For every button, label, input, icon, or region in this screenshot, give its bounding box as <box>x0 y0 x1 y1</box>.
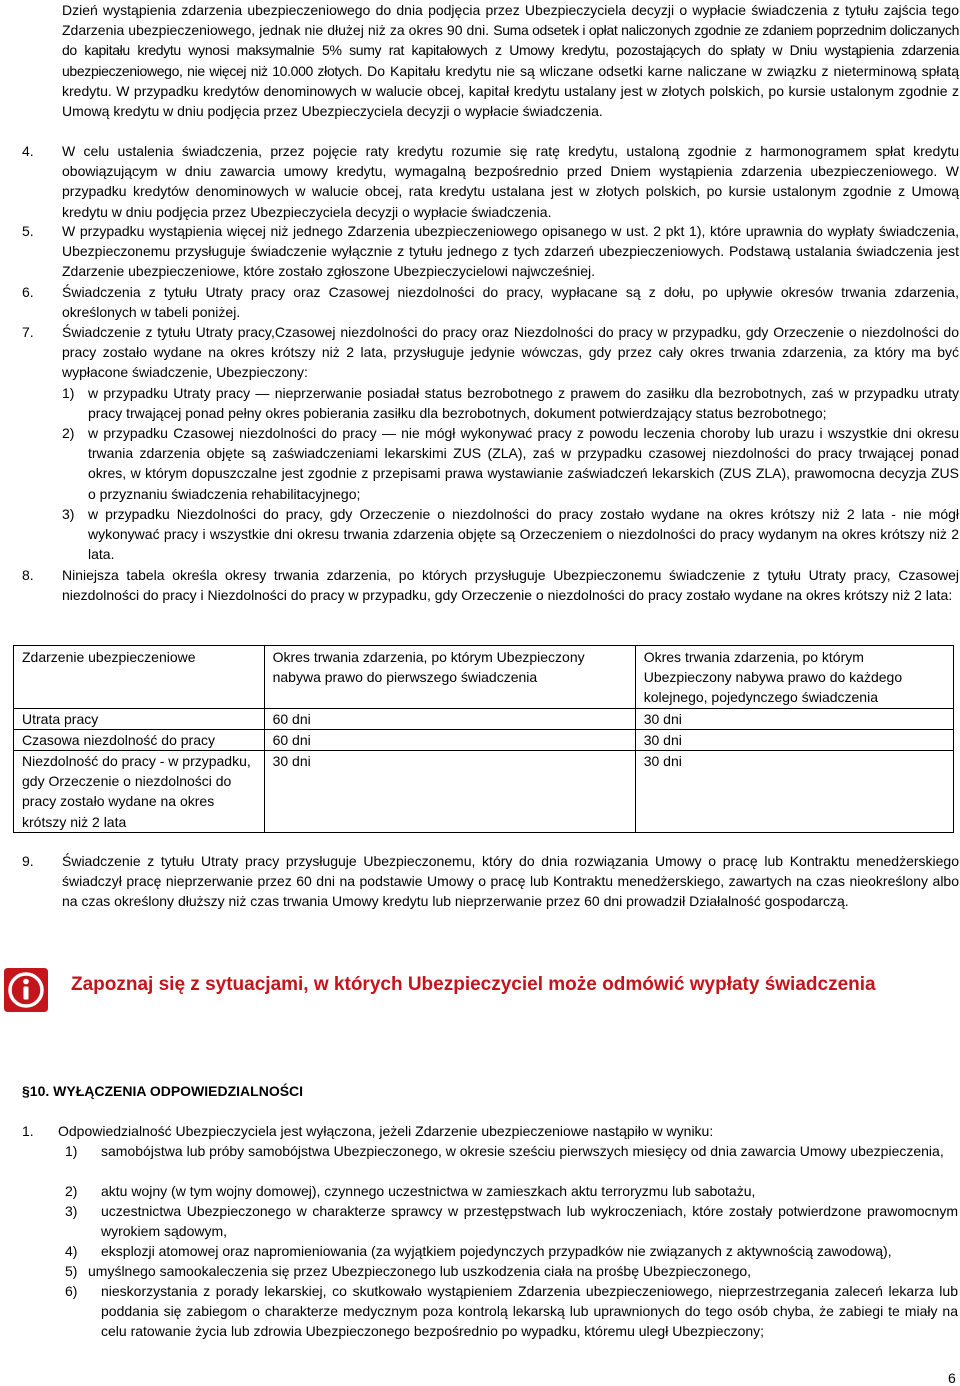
section-10-sub-4-text: eksplozji atomowej oraz napromieniowania (za wyjątkiem pojedynczych przypadków nie związanych z aktywnością zawodową), <box>101 1243 892 1259</box>
item-5-number: 5. <box>22 223 34 239</box>
section-10-sub-2-text: aktu wojny (w tym wojny domowej), czynnego uczestnictwa w zamieszkach aktu terroryzmu lub sabotażu, <box>101 1183 756 1199</box>
table-row <box>14 751 954 833</box>
intro-part1: Dzień wystąpienia zdarzenia ubezpieczeniowego do dnia podjęcia przez Ubezpieczyciela decyzji o wypłacie świadczenia z tytułu zajścia tego Zdarzenia ubezpieczeniowego, jednak nie dłużej niż za okres 90 dni. <box>62 2 959 39</box>
section-10-sub-5-number: 5) <box>65 1263 78 1279</box>
item-4-text <box>62 141 959 222</box>
table-cell: 60 dni <box>264 708 635 729</box>
item-5-text: W przypadku wystąpienia więcej niż jednego Zdarzenia ubezpieczeniowego opisanego w ust. 2 pkt 1), które uprawnia do wypłaty świadczenia, Ubezpieczonemu przysługuje świadczenie wyłącznie z tytułu jednego z tych zdarzeń ubezpieczeniowych. Podstawą ustalania świadczenia jest Zdarzenie ubezpieczeniowe, które zostało zgłoszone Ubezpieczycielowi najwcześniej. <box>62 223 959 280</box>
item-6-number: 6. <box>22 284 34 300</box>
section-10-sub-1-number: 1) <box>65 1143 78 1159</box>
item-8-number: 8. <box>22 567 34 583</box>
item-7-text: Świadczenie z tytułu Utraty pracy,Czasowej niezdolności do pracy oraz Niezdolności do pracy w przypadku, gdy Orzeczenie o niezdolności do pracy zostało wydane na okres krótszy niż 2 lata, przysługuje jedynie wówczas, gdy przez cały okres trwania zdarzenia, za który ma być wypłacone świadczenie, Ubezpieczony: <box>62 324 959 381</box>
item-7-sub-2-text: w przypadku Czasowej niezdolności do pracy — nie mógł wykonywać pracy z powodu leczenia choroby lub urazu i wszystkie dni okresu trwania zdarzenia objęte są zaświadczeniami lekarskimi ZUS (ZLA), zaś w przypadku czasowej niezdolności do pracy trwającej ponad okres, w którym dopuszczalne jest zgodnie z przepisami prawa wystawianie zaświadczeń lekarskich (ZUS ZLA), prawomocna decyzja ZUS o przyznaniu świadczenia rehabilitacyjnego; <box>88 425 959 502</box>
intro-paragraph <box>62 0 959 121</box>
section-10-sub-3-number: 3) <box>65 1203 78 1219</box>
section-10-sub-5-text: umyślnego samookaleczenia się przez Ubezpieczonego lub uszkodzenia ciała na prośbę Ubezpieczonego, <box>88 1263 752 1279</box>
page-number: 6 <box>948 1370 956 1386</box>
item-7-sub-3-text: w przypadku Niezdolności do pracy, gdy Orzeczenie o niezdolności do pracy zostało wydane na okres krótszy niż 2 lata - nie mógł wykonywać pracy i wszystkie dni okresu trwania zdarzenia objęte są Orzeczeniem o niezdolności do pracy wydanym na okres krótszy niż 2 lata. <box>88 506 959 563</box>
benefit-periods-table <box>13 645 954 833</box>
table-cell: 60 dni <box>264 729 635 750</box>
section-10-sub-6-text: nieskorzystania z porady lekarskiej, co skutkowało wystąpieniem Zdarzenia ubezpieczeniowego, nieprzestrzegania zaleceń lekarza lub poddania się zabiegom o charakterze medycznym poza kontrolą lekarską lub uprawnionych do tego osób chyba, że zabiegi te miały na celu ratowanie życia lub zdrowia Ubezpieczonego bezpośrednio po wypadku, któremu uległ Ubezpieczony; <box>101 1283 958 1340</box>
item-4-text2: W przypadku kredytów denominowych w walucie obcej, rata kredytu ustalana jest w złotych polskich, po kursie ustalonym zgodnie z Umową kredytu w dniu podjęcia przez Ubezpieczyciela decyzji o wypłacie świadczenia. <box>62 163 959 220</box>
intro-part4: W przypadku kredytów denominowych w walucie obcej, kapitał kredytu ustalany jest w złotych polskich, po kursie ustalonym zgodnie z Umową kredytu w dniu podjęcia przez Ubezpieczyciela decyzji o wypłacie świadczenia. <box>62 82 959 120</box>
section-10-sub-4-number: 4) <box>65 1243 78 1259</box>
table-header-cell: Okres trwania zdarzenia, po którym Ubezpieczony nabywa prawo do pierwszego świadczenia <box>264 646 635 709</box>
item-7-sub-1-text: w przypadku Utraty pracy — nieprzerwanie posiadał status bezrobotnego z prawem do zasiłku dla bezrobotnych, zaś w przypadku utraty pracy trwającej ponad pełny okres pobierania zasiłku dla bezrobotnych, dokument potwierdzający status bezrobotnego; <box>88 385 959 422</box>
item-8-text: Niniejsza tabela określa okresy trwania zdarzenia, po których przysługuje Ubezpieczonemu świadczenie z tytułu Utraty pracy, Czasowej niezdolności do pracy i Niezdolności do pracy w przypadku, gdy Orzeczenie o niezdolności do pracy zostało wydane na okres krótszy niż 2 lata: <box>62 567 959 604</box>
table-cell: 30 dni <box>635 708 953 729</box>
table-cell: Czasowa niezdolność do pracy <box>14 729 265 750</box>
section-10-sub-6-number: 6) <box>65 1283 78 1299</box>
table-cell: 30 dni <box>635 751 953 833</box>
item-6-text: Świadczenia z tytułu Utraty pracy oraz Czasowej niezdolności do pracy, wypłacane są z dołu, po upływie okresów trwania zdarzenia, określonych w tabeli poniżej. <box>62 284 959 321</box>
item-7-sub-1-number: 1) <box>62 385 75 401</box>
section-10-sub-1-text: samobójstwa lub próby samobójstwa Ubezpieczonego, w okresie sześciu pierwszych miesięcy od dnia zawarcia Umowy ubezpieczenia, <box>101 1143 944 1159</box>
item-9-text: Świadczenie z tytułu Utraty pracy przysługuje Ubezpieczonemu, który do dnia rozwiązania Umowy o pracę lub Kontraktu menedżerskiego świadczył pracę nieprzerwanie przez 60 dni na podstawie Umowy o pracę lub Kontraktu menedżerskiego, zawartych na czas nieokreślony albo na czas określony dłuższy niż czas trwania Umowy kredytu lub nieprzerwanie przez 60 dni prowadził Działalność gospodarczą. <box>62 853 959 910</box>
intro-part2: Suma odsetek i opłat naliczonych zgodnie ze zdaniem poprzednim doliczanych do kapitału kredytu wynosi maksymalnie 5% sumy rat kapitałowych z Umowy kredytu, pozostających do spłaty w Dniu wystąpienia zdarzenia ubezpieczeniowego, nie więcej niż 10.000 złotych. <box>62 22 960 79</box>
table-header-cell: Zdarzenie ubezpieczeniowe <box>14 646 265 709</box>
table-header-row <box>14 646 954 709</box>
section-10-title: §10. WYŁĄCZENIA ODPOWIEDZIALNOŚCI <box>22 1083 304 1099</box>
table-row <box>14 708 954 729</box>
table-cell: Utrata pracy <box>14 708 265 729</box>
item-4-number: 4. <box>22 143 34 159</box>
table-cell: 30 dni <box>264 751 635 833</box>
warning-link-text[interactable]: Zapoznaj się z sytuacjami, w których Ubezpieczyciel może odmówić wypłaty świadczenia <box>71 974 876 995</box>
info-warning-icon <box>4 968 48 1012</box>
item-7-sub-2-number: 2) <box>62 425 75 441</box>
item-7-number: 7. <box>22 324 34 340</box>
table-header-cell: Okres trwania zdarzenia, po którym Ubezpieczony nabywa prawo do każdego kolejnego, pojedynczego świadczenia <box>635 646 953 709</box>
item-4-text1: W celu ustalenia świadczenia, przez pojęcie raty kredytu rozumie się ratę kredytu, ustaloną zgodnie z harmonogramem spłat kredytu obowiązującym w dniu zawarcia umowy kredytu, wymagalną bezpośrednio przed Dniem wystąpienia zdarzenia ubezpieczeniowego. <box>62 143 959 180</box>
intro-part3: Do Kapitału kredytu nie są wliczane odsetki karne naliczane w związku z nieterminową spłatą kredytu. <box>62 62 960 99</box>
table-row <box>14 729 954 750</box>
table-cell: 30 dni <box>635 729 953 750</box>
section-10-item-1-text: Odpowiedzialność Ubezpieczyciela jest wyłączona, jeżeli Zdarzenie ubezpieczeniowe nastąpiło w wyniku: <box>58 1123 714 1139</box>
section-10-item-1-number: 1. <box>22 1123 34 1139</box>
item-9-number: 9. <box>22 853 34 869</box>
section-10-sub-3-text: uczestnictwa Ubezpieczonego w charakterze sprawcy w przestępstwach lub wykroczeniach, które zostały potwierdzone prawomocnym wyrokiem sądowym, <box>101 1203 958 1240</box>
item-7-sub-3-number: 3) <box>62 506 75 522</box>
table-cell: Niezdolność do pracy - w przypadku, gdy Orzeczenie o niezdolności do pracy zostało wydane na okres krótszy niż 2 lata <box>14 751 265 833</box>
section-10-sub-2-number: 2) <box>65 1183 78 1199</box>
